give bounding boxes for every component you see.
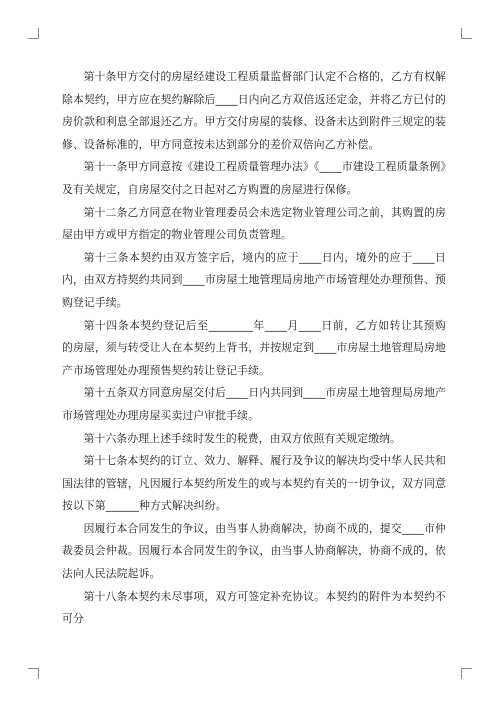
- dispute-resolution-paragraph: 因履行本合同发生的争议，由当事人协商解决，协商不成的，提交____市仲裁委员会仲裁。因履行本合同发生的争议，由当事人协商解决，协商不成的，依法向人民法院起诉。: [62, 521, 446, 581]
- crop-mark-top-left: [28, 28, 39, 39]
- crop-mark-bottom-left: [28, 668, 39, 679]
- crop-mark-bottom-right: [461, 668, 472, 679]
- clause-11: 第十一条甲方同意按《建设工程质量管理办法》《____市建设工程质量条例》及有关规定，自房屋交付之日起对乙方购置的房屋进行保修。: [62, 160, 446, 196]
- clause-13: 第十三条本契约由双方签字后，境内的应于____日内，境外的应于____日内，由双方持契约共同到____市房屋土地管理局房地产市场管理处办理预售、预购登记手续。: [62, 250, 446, 309]
- clause-18: 第十八条本契约未尽事项，双方可签定补充协议。本契约的附件为本契约不可分: [62, 589, 446, 626]
- clause-14: 第十四条本契约登记后至________年____月____日前，乙方如转让其预购的房屋，须与转受让人在本契约上背书，并按规定到____市房屋土地管理局房地产市场管理处办理预售契约转让登记手续。: [62, 318, 446, 377]
- clause-16: 第十六条办理上述手续时发生的税费，由双方依照有关规定缴纳。: [83, 431, 402, 445]
- clause-15: 第十五条双方同意房屋交付后____日内共同到____市房屋土地管理局房地产市场管理处办理房屋买卖过户审批手续。: [62, 386, 446, 422]
- clause-17: 第十七条本契约的订立、效力、解释、履行及争议的解决均受中华人民共和国法律的管辖，凡因履行本契约所发生的或与本契约有关的一切争议，双方同意按以下第______种方式解决纠纷。: [62, 454, 446, 513]
- contract-body: [62, 66, 446, 631]
- clause-10: 第十条甲方交付的房屋经建设工程质量监督部门认定不合格的，乙方有权解除本契约，甲方应在契约解除后____日内向乙方双倍返还定金，并将乙方已付的房价款和利息全部退还乙方。甲方交付房屋的装修、设备未达到附件三规定的装修、设备标准的，甲方同意按未达到部分的差价双倍向乙方补偿。: [62, 70, 446, 151]
- crop-mark-top-right: [461, 28, 472, 39]
- clause-12: 第十二条乙方同意在物业管理委员会未选定物业管理公司之前，其购置的房屋由甲方或甲方指定的物业管理公司负责管理。: [62, 205, 446, 242]
